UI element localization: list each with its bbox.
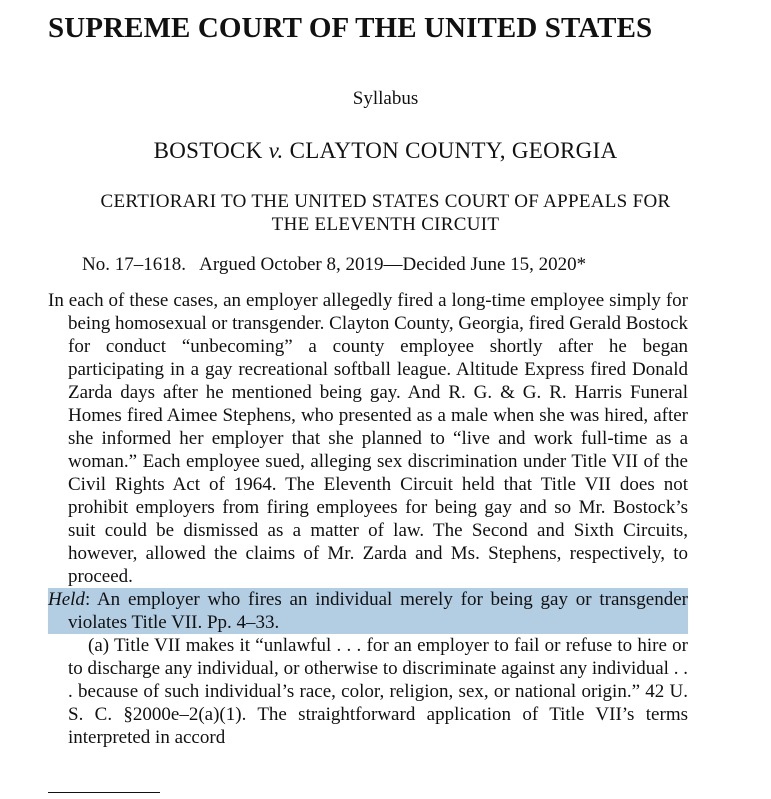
case-name — [0, 138, 771, 164]
facts-paragraph[interactable]: In each of these cases, an employer allegedly fired a long-time employee simply for being homosexual or transgender. Clayton County, Georgia, fired Gerald Bostock for conduct “unbecoming” a county employee shortly after he began participating in a gay recreational softball league. Altitude Express fired Donald Zarda days after he mentioned being gay. And R. G. & G. R. Harris Funeral Homes fired Aimee Stephens, who presented as a male when she was hired, after she informed her employer that she planned to “live and work full-time as a woman.” Each employee sued, alleging sex discrimination under Title VII of the Civil Rights Act of 1964. The Eleventh Circuit held that Title VII does not prohibit employers from firing employees for being gay and so Mr. Bostock’s suit could be dismissed as a matter of law. The Second and Sixth Circuits, however, allowed the claims of Mr. Zarda and Ms. Stephens, respectively, to proceed. — [48, 290, 689, 587]
case-party-petitioner: BOSTOCK — [153, 138, 269, 163]
case-versus: v. — [268, 138, 284, 163]
certiorari-line-2: THE ELEVENTH CIRCUIT — [271, 214, 500, 235]
held-paragraph-selected[interactable] — [48, 588, 688, 634]
footnote-divider — [48, 792, 160, 793]
syllabus-body — [48, 289, 688, 749]
syllabus-heading: Syllabus — [352, 88, 419, 109]
subparagraph-a[interactable]: (a) Title VII makes it “unlawful . . . for an employer to fail or refuse to hire or to discharge any individual, or otherwise to discriminate against any individual . . . because of such individual’s race, color, religion, sex, or national origin.” 42 U. S. C. §2000e–2(a)(1). The straightforward application of Title VII’s terms interpreted in accord — [68, 635, 688, 748]
case-party-respondent: CLAYTON COUNTY, GEORGIA — [283, 138, 618, 163]
court-title: SUPREME COURT OF THE UNITED STATES — [48, 12, 653, 44]
held-label: Held — [48, 589, 85, 610]
certiorari-line-1: CERTIORARI TO THE UNITED STATES COURT OF APPEALS FOR — [100, 191, 671, 212]
docket-line: No. 17–1618. Argued October 8, 2019—Decided June 15, 2020* — [82, 254, 587, 275]
held-text: : An employer who fires an individual merely for being gay or transgender violates Title VII. Pp. 4–33. — [68, 589, 688, 633]
certiorari-heading — [0, 190, 771, 236]
